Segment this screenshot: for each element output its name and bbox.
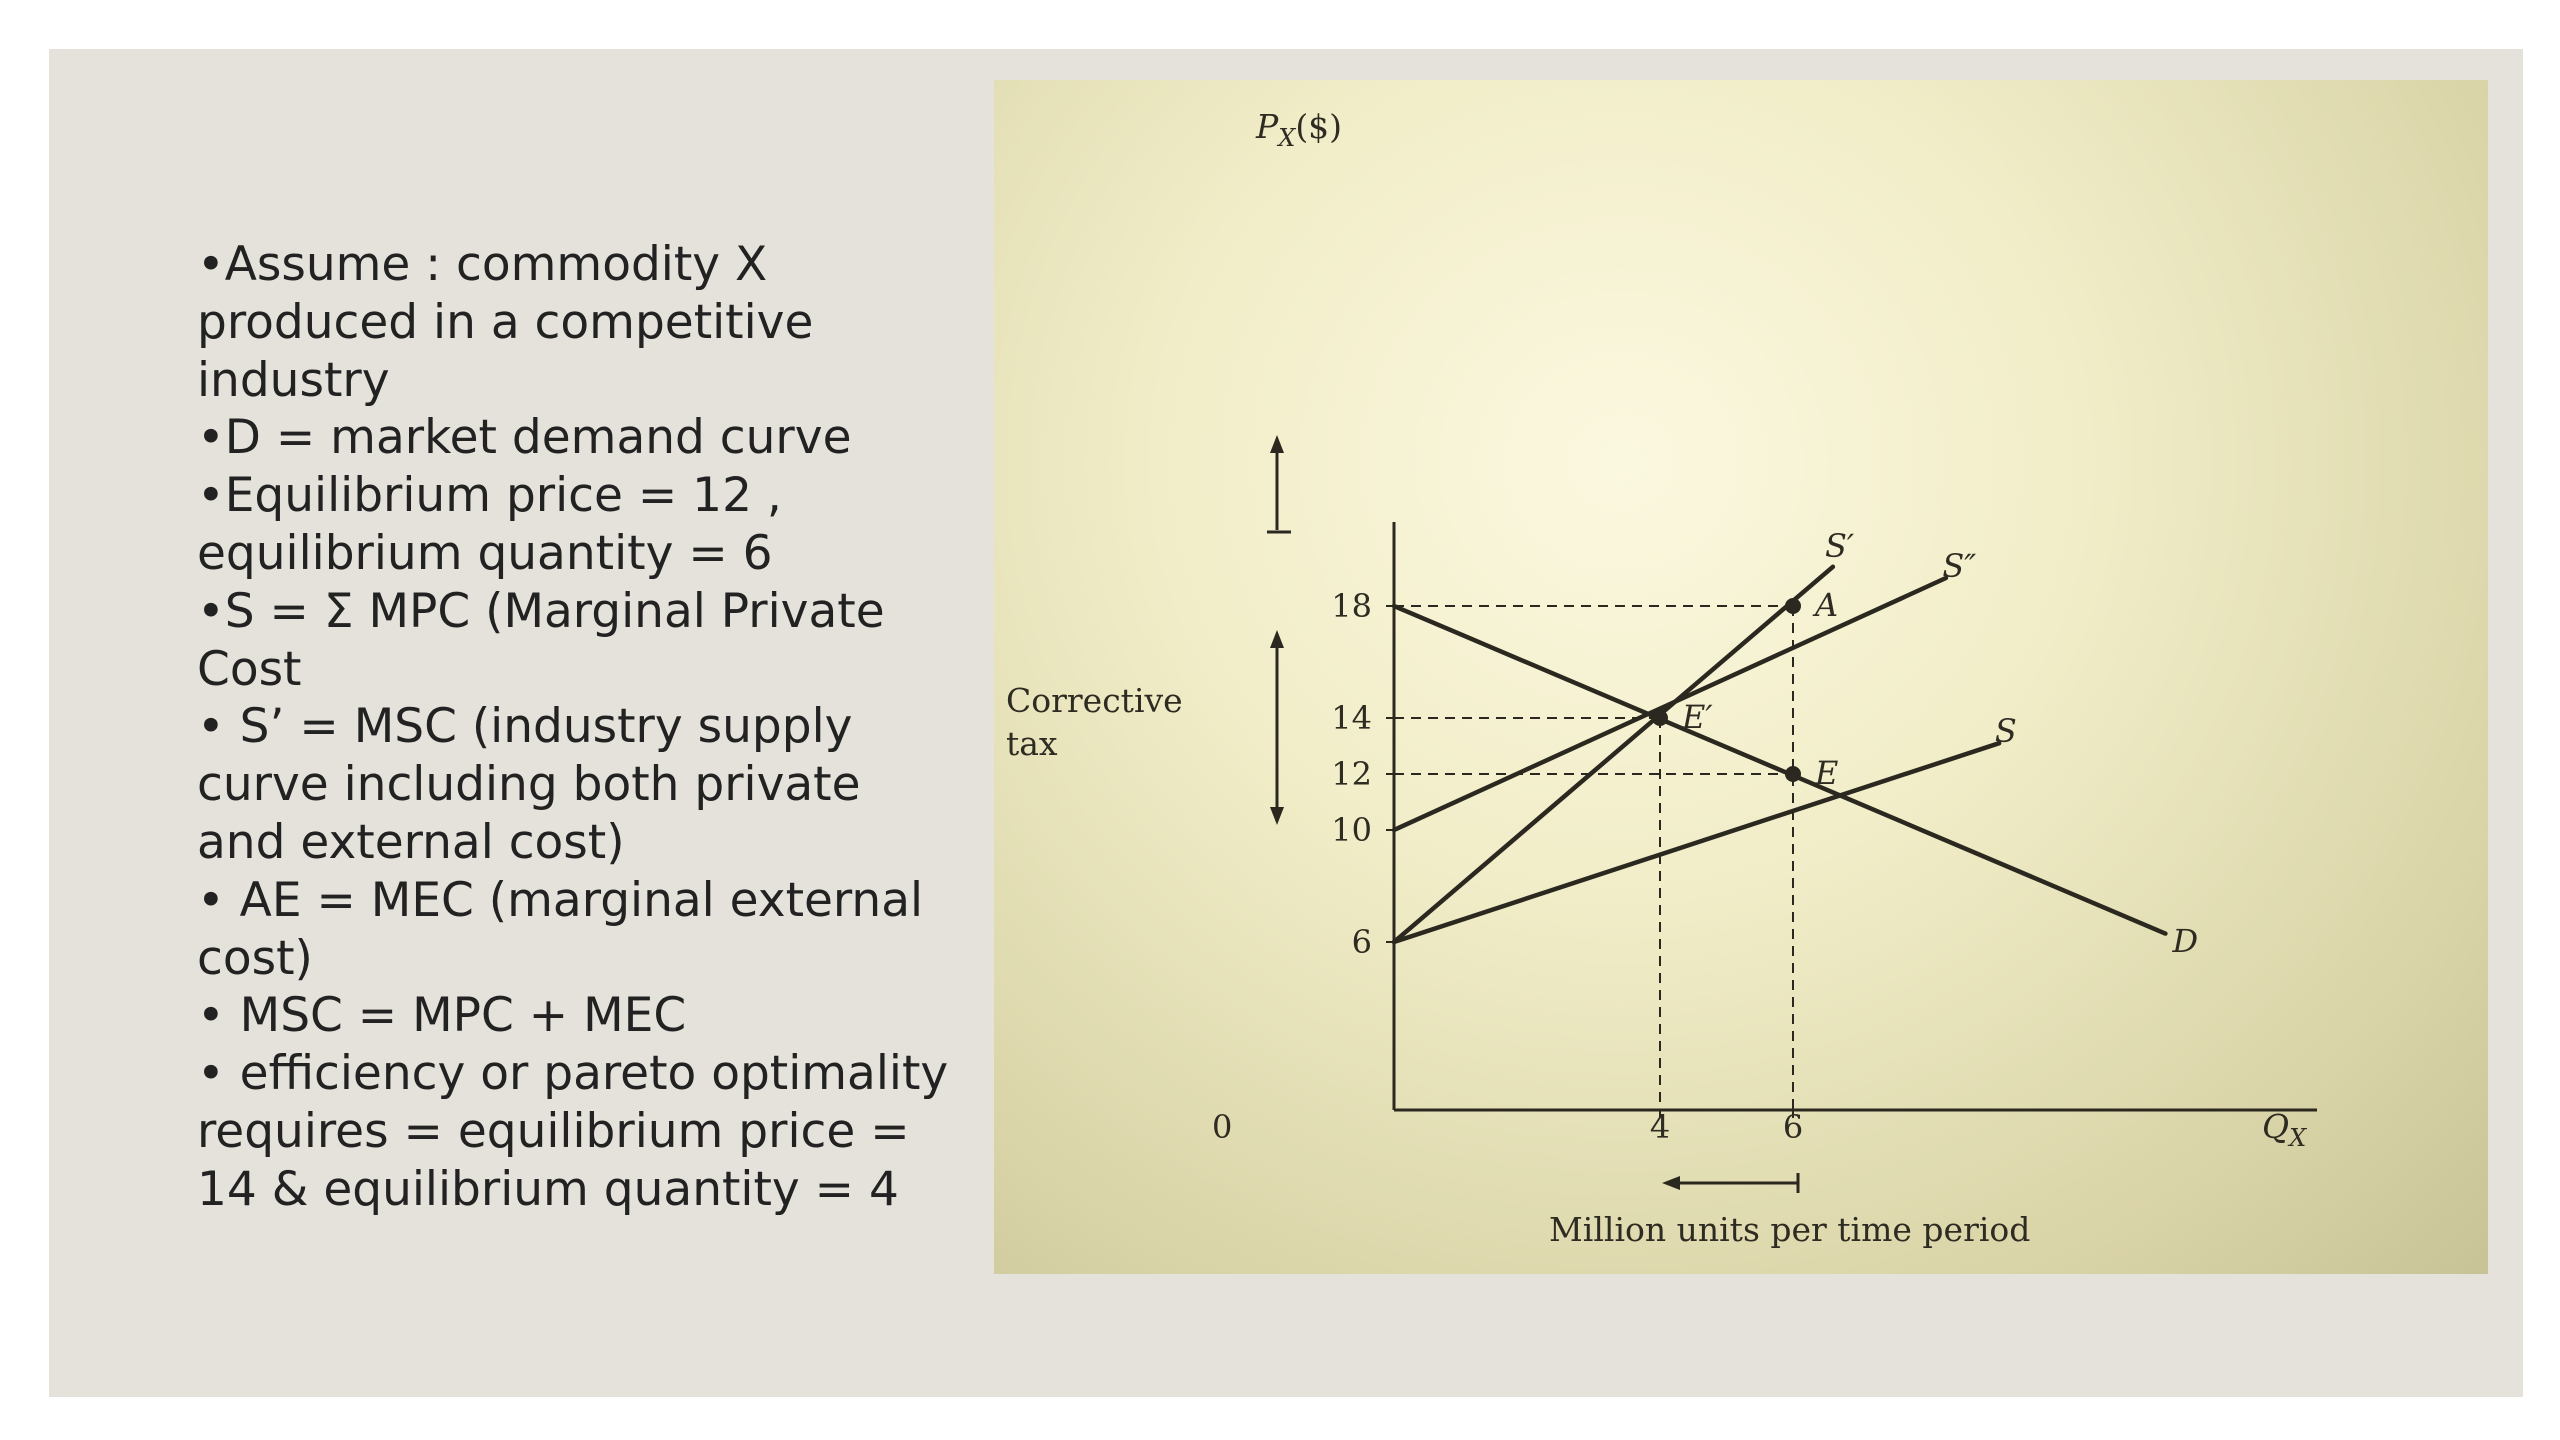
point-label: A bbox=[1815, 586, 1839, 624]
y-tick-label: 10 bbox=[1331, 811, 1372, 849]
corrective-tax-arrowhead-down bbox=[1270, 807, 1284, 825]
curve-label: S′ bbox=[1824, 527, 1855, 566]
equilibrium-point bbox=[1652, 710, 1668, 726]
x-axis-title: Million units per time period bbox=[1549, 1210, 2031, 1249]
bullet-equilibrium: •Equilibrium price = 12 , equilibrium quantity = 6 bbox=[197, 468, 782, 581]
curve-label: D bbox=[2172, 922, 2199, 960]
curves bbox=[1394, 527, 2198, 960]
x-axis-label: $Q_X$ bbox=[2262, 1107, 2307, 1152]
y-axis-label: $P_X(\$)$ bbox=[1256, 107, 1343, 152]
curve-label: S bbox=[1994, 712, 2017, 750]
bullet-demand-curve: •D = market demand curve bbox=[197, 410, 852, 466]
corrective-tax-arrowhead-up bbox=[1270, 630, 1284, 648]
y-tick-label: 12 bbox=[1331, 755, 1372, 793]
equilibrium-point bbox=[1785, 766, 1801, 782]
bullet-mpc: •S = Σ MPC (Marginal Private Cost bbox=[197, 583, 885, 697]
quantity-change-arrowhead bbox=[1662, 1176, 1680, 1190]
origin-label: 0 bbox=[1212, 1108, 1233, 1146]
curve-label: S″ bbox=[1942, 546, 1977, 585]
y-tick-label: 6 bbox=[1351, 923, 1372, 961]
corrective-tax-label-line2: tax bbox=[1006, 724, 1058, 763]
corrective-tax-label: Corrective bbox=[1006, 681, 1183, 720]
guide-lines bbox=[1394, 606, 1793, 1110]
y-tick-label: 18 bbox=[1331, 587, 1372, 625]
diagram-canvas bbox=[994, 80, 2488, 1274]
curve-line bbox=[1394, 567, 1833, 942]
bullet-pareto: • efficiency or pareto optimality requires = equilibrium price = 14 & equilibrium quantity = 4 bbox=[197, 1046, 949, 1217]
bullet-msc: • S’ = MSC (industry supply curve including both private and external cost) bbox=[197, 699, 861, 870]
bullet-msc-formula: • MSC = MPC + MEC bbox=[197, 988, 687, 1044]
bullet-mec: • AE = MEC (marginal external cost) bbox=[197, 872, 924, 986]
bullet-assume: •Assume : commodity X produced in a competitive industry bbox=[197, 237, 814, 408]
x-tick-label: 4 bbox=[1649, 1108, 1671, 1146]
y-tick-label: 14 bbox=[1331, 699, 1372, 737]
equilibrium-points bbox=[1652, 586, 1838, 792]
point-label: E bbox=[1815, 754, 1839, 792]
price-change-arrowhead bbox=[1270, 435, 1284, 453]
bullet-list bbox=[197, 236, 957, 1219]
diagram-labels bbox=[1006, 107, 2307, 1249]
curve-line bbox=[1394, 578, 1946, 830]
point-label: E′ bbox=[1682, 698, 1713, 736]
x-tick-label: 6 bbox=[1782, 1108, 1804, 1146]
externality-diagram bbox=[994, 80, 2488, 1274]
equilibrium-point bbox=[1785, 598, 1801, 614]
